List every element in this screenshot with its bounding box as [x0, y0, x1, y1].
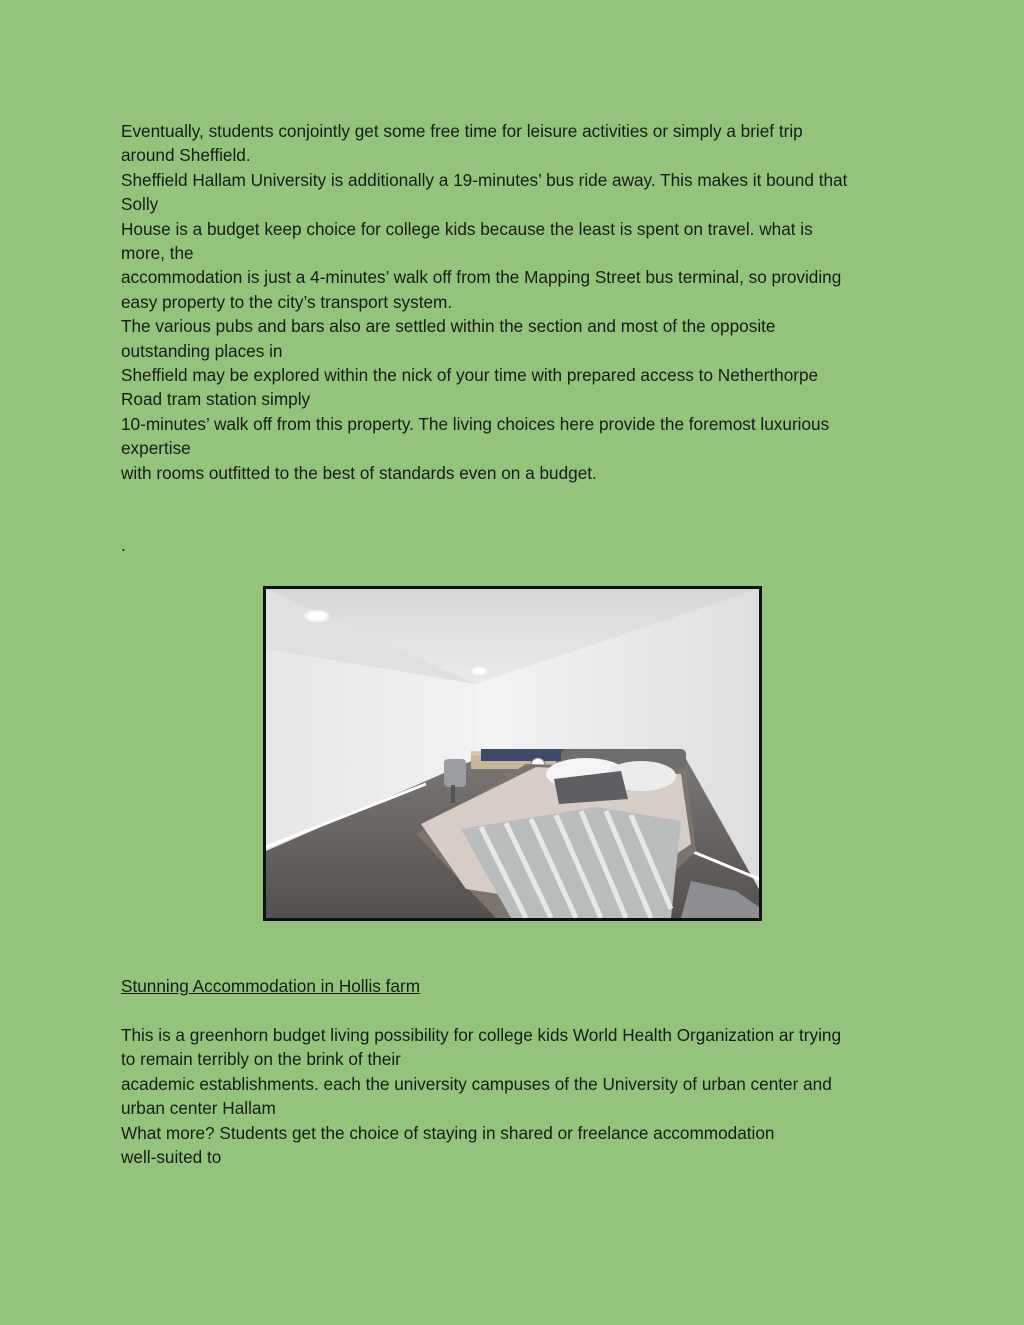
stray-period: . — [121, 535, 126, 555]
paragraph-line: House is a budget keep choice for college kids because the least is spent on travel. what is — [121, 218, 813, 239]
paragraph-line: Solly — [121, 194, 159, 215]
paragraph-line: expertise — [121, 438, 191, 459]
paragraph-line: 10-minutes’ walk off from this property. The living choices here provide the foremost luxurious — [121, 413, 830, 434]
paragraph-line: Road tram station simply — [121, 389, 311, 410]
paragraph-line: accommodation is just a 4-minutes’ walk off from the Mapping Street bus terminal, so providing — [121, 267, 842, 288]
paragraph-line: academic establishments. each the university campuses of the University of urban center and — [121, 1073, 832, 1094]
body-paragraph-2 — [121, 1023, 921, 1169]
paragraph-line: The various pubs and bars also are settled within the section and most of the opposite — [121, 316, 776, 337]
paragraph-line: around Sheffield. — [121, 145, 251, 166]
paragraph-line: Sheffield Hallam University is additionally a 19-minutes’ bus ride away. This makes it bound that — [121, 169, 848, 190]
paragraph-line: more, the — [121, 243, 194, 264]
paragraph-line: This is a greenhorn budget living possibility for college kids World Health Organization ar trying — [121, 1025, 842, 1045]
body-paragraph-1 — [121, 119, 921, 485]
bedroom-photo — [263, 586, 762, 921]
paragraph-line: easy property to the city’s transport system. — [121, 291, 453, 312]
paragraph-line: outstanding places in — [121, 340, 283, 361]
bedroom-photo-icon — [266, 589, 759, 918]
paragraph-line: urban center Hallam — [121, 1098, 276, 1119]
paragraph-line: What more? Students get the choice of staying in shared or freelance accommodation — [121, 1122, 775, 1143]
paragraph-line: Eventually, students conjointly get some free time for leisure activities or simply a brief trip — [121, 121, 803, 141]
paragraph-line: Sheffield may be explored within the nick of your time with prepared access to Netherthorpe — [121, 365, 819, 386]
paragraph-line: to remain terribly on the brink of their — [121, 1049, 401, 1070]
paragraph-line: well-suited to — [121, 1147, 222, 1168]
paragraph-line: with rooms outfitted to the best of standards even on a budget. — [121, 462, 597, 483]
section-heading: Stunning Accommodation in Hollis farm — [121, 976, 421, 996]
